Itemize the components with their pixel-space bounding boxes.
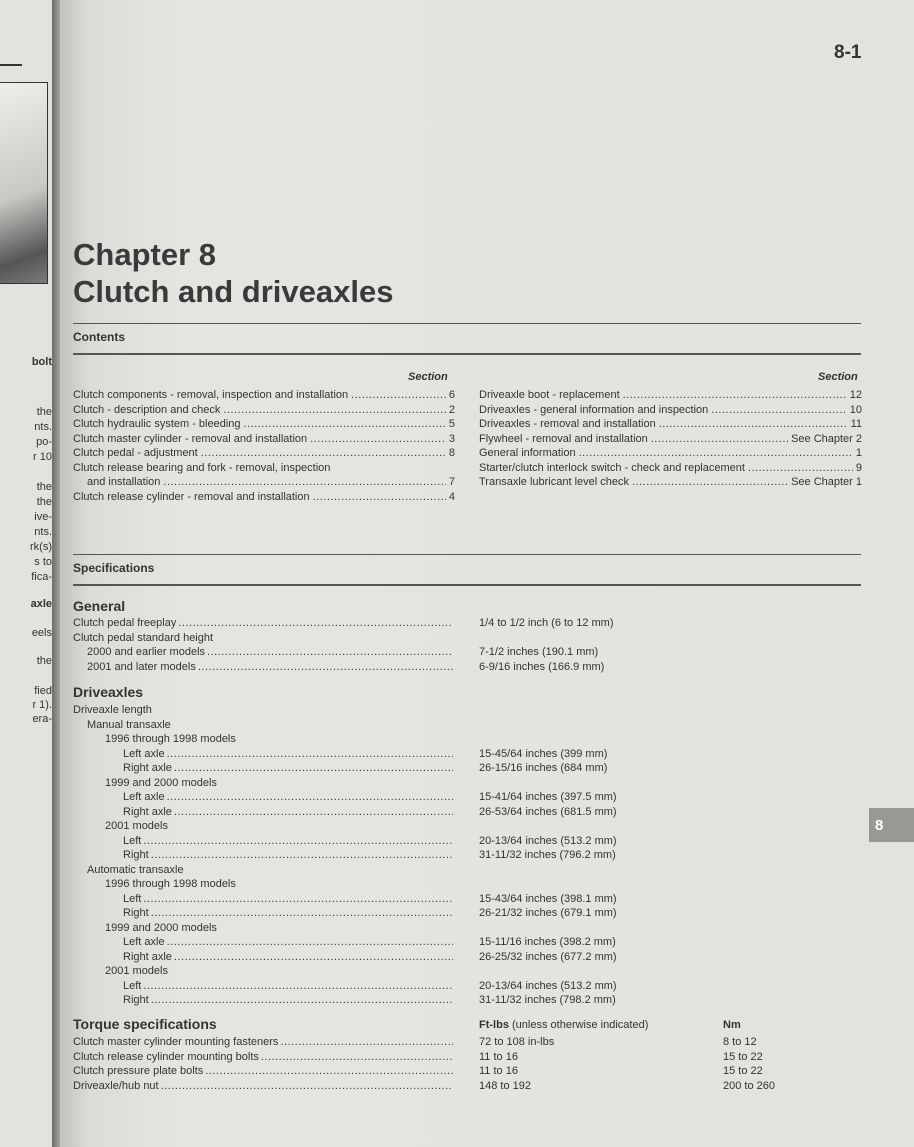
spec-row (73, 979, 453, 994)
section-column-label-right: Section (818, 371, 858, 383)
spec-row (73, 805, 453, 820)
contents-entry-section: 1 (855, 447, 862, 459)
margin-text-fragment: fied (34, 685, 52, 697)
section-column-label-left: Section (408, 371, 448, 383)
leader-dots (167, 935, 453, 950)
margin-text-fragment: the (36, 481, 52, 493)
spec-value (479, 732, 617, 747)
divider (73, 323, 861, 324)
ftlbs-label: Ft-lbs (479, 1019, 509, 1031)
leader-dots (310, 432, 446, 447)
contents-entry-title: Clutch release bearing and fork - removal, inspection (73, 461, 331, 474)
contents-entry (479, 403, 862, 418)
spec-value: 26-21/32 inches (679.1 mm) (479, 907, 617, 919)
driveaxles-heading: Driveaxles (73, 684, 144, 700)
spec-value (479, 703, 617, 718)
specifications-heading: Specifications (73, 561, 155, 575)
spec-value (479, 819, 617, 834)
spec-label: Right axle (123, 762, 172, 774)
contents-entry-section: 9 (855, 461, 862, 474)
spec-label: Clutch master cylinder mounting fasteners (73, 1036, 279, 1048)
spec-row (73, 892, 453, 907)
contents-entry-section: 6 (448, 389, 455, 401)
spec-value: 11 to 16 (479, 1065, 518, 1077)
spec-row (73, 761, 453, 776)
driveaxle-specs (73, 703, 453, 1008)
spec-label: Left (123, 979, 142, 992)
spec-row (73, 631, 453, 646)
contents-entry-section: 10 (849, 403, 862, 416)
spec-row (73, 747, 453, 762)
spec-label: Automatic transaxle (87, 863, 184, 876)
spec-value (479, 921, 617, 936)
spec-label: Left axle (123, 791, 165, 803)
leader-dots (223, 403, 446, 418)
contents-entry-title: Starter/clutch interlock switch - check and replacement (479, 461, 745, 474)
contents-entry-title: Clutch hydraulic system - bleeding (73, 418, 241, 430)
margin-text-fragment: nts. (34, 421, 52, 433)
leader-dots (632, 475, 788, 490)
leader-dots (161, 1079, 453, 1094)
spec-label: 1996 through 1998 models (105, 733, 236, 745)
spec-label: 2000 and earlier models (87, 646, 206, 658)
spec-label: Left axle (123, 936, 165, 948)
spec-row (73, 645, 453, 660)
contents-entry-title: Driveaxles - general information and inspection (479, 403, 709, 416)
contents-list-right (479, 388, 862, 490)
contents-entry-section: See Chapter 1 (791, 476, 862, 488)
leader-dots (651, 432, 788, 447)
torque-ftlbs-values (479, 1035, 554, 1093)
torque-nm-header: Nm (723, 1019, 741, 1031)
spec-row (73, 776, 453, 791)
spec-label: Clutch pedal freeplay (73, 617, 177, 629)
general-values (479, 616, 614, 674)
spec-value: 15-11/16 inches (398.2 mm) (479, 936, 616, 948)
spec-value (479, 776, 617, 791)
spec-label: Right (123, 849, 149, 861)
spec-value: 26-15/16 inches (684 mm) (479, 762, 608, 774)
divider (73, 584, 861, 586)
margin-text-fragment: the (36, 406, 52, 418)
leader-dots (579, 446, 853, 461)
leader-dots (244, 417, 446, 432)
torque-specs (73, 1035, 453, 1093)
contents-entry-title: Clutch release cylinder - removal and installation (73, 490, 310, 503)
leader-dots (748, 461, 853, 476)
margin-text-fragment: era- (32, 713, 52, 725)
chapter-name: Clutch and driveaxles (73, 274, 394, 309)
leader-dots (174, 950, 453, 965)
leader-dots (659, 417, 848, 432)
contents-entry-section: 7 (448, 476, 455, 488)
leader-dots (151, 848, 453, 863)
leader-dots (163, 475, 445, 490)
leader-dots (261, 1050, 453, 1065)
margin-rule (0, 64, 22, 66)
spec-row (73, 1050, 453, 1065)
margin-photo (0, 82, 48, 284)
spec-value: 20-13/64 inches (513.2 mm) (479, 834, 617, 847)
spec-row (73, 732, 453, 747)
contents-entry-title: Driveaxle boot - replacement (479, 389, 620, 401)
spec-value: 15-45/64 inches (399 mm) (479, 747, 608, 760)
contents-entry (479, 475, 862, 490)
spec-value: 7-1/2 inches (190.1 mm) (479, 646, 599, 658)
spec-value-nm: 200 to 260 (723, 1079, 775, 1092)
chapter-number: Chapter 8 (73, 237, 216, 272)
spec-label: Left (123, 892, 142, 905)
contents-list-left (73, 388, 455, 504)
spec-row (73, 1064, 453, 1079)
spec-value-nm: 8 to 12 (723, 1036, 757, 1048)
contents-entry (73, 490, 455, 505)
spec-value: 15-41/64 inches (397.5 mm) (479, 791, 617, 803)
margin-text-fragment: the (36, 496, 52, 508)
spec-row (73, 834, 453, 849)
contents-entry (479, 461, 862, 476)
spec-value: 148 to 192 (479, 1079, 531, 1092)
contents-entry-title: and installation (87, 476, 161, 488)
contents-entry-section: 2 (448, 403, 455, 416)
spec-value: 26-25/32 inches (677.2 mm) (479, 950, 617, 963)
spec-label: 1999 and 2000 models (105, 776, 217, 789)
spec-value: 6-9/16 inches (166.9 mm) (479, 660, 605, 673)
chapter-title (73, 236, 393, 310)
spec-label: Left axle (123, 747, 165, 760)
divider (73, 554, 861, 555)
margin-text-fragment: bolt (31, 356, 52, 368)
contents-entry (479, 446, 862, 461)
spec-row (73, 935, 453, 950)
contents-entry-title: General information (479, 447, 576, 459)
spec-row (73, 718, 453, 733)
divider (73, 353, 861, 355)
spec-row (73, 877, 453, 892)
spec-value-nm: 15 to 22 (723, 1050, 763, 1063)
spec-label: 1999 and 2000 models (105, 921, 217, 934)
spec-label: Driveaxle/hub nut (73, 1079, 159, 1092)
spec-row (73, 660, 453, 675)
leader-dots (178, 616, 453, 631)
margin-text-fragment: s to (34, 556, 52, 568)
contents-entry-section: 8 (448, 447, 455, 459)
leader-dots (151, 906, 453, 921)
margin-text-fragment: nts. (34, 526, 52, 538)
contents-entry-title: Driveaxles - removal and installation (479, 418, 656, 430)
contents-entry-section: 11 (850, 418, 862, 430)
contents-entry (479, 432, 862, 447)
spec-label: Right axle (123, 805, 172, 818)
spec-row (73, 950, 453, 965)
spec-row (73, 906, 453, 921)
spec-row (73, 964, 453, 979)
contents-entry-section: 5 (448, 418, 455, 430)
leader-dots (143, 979, 453, 994)
leader-dots (280, 1035, 453, 1050)
leader-dots (711, 403, 846, 418)
contents-entry-title: Clutch - description and check (73, 403, 221, 416)
spec-row (73, 703, 453, 718)
spec-value (479, 631, 614, 646)
page-number: 8-1 (834, 42, 862, 63)
contents-entry (479, 388, 862, 403)
spec-value: 15-43/64 inches (398.1 mm) (479, 892, 617, 905)
contents-entry-section: 3 (448, 432, 455, 445)
contents-entry (479, 417, 862, 432)
contents-entry (73, 403, 455, 418)
spec-row (73, 848, 453, 863)
leader-dots (167, 747, 453, 762)
leader-dots (174, 761, 453, 776)
spec-label: Clutch pressure plate bolts (73, 1065, 204, 1077)
spec-label: Right (123, 994, 149, 1006)
contents-entry-title: Clutch pedal - adjustment (73, 447, 198, 459)
leader-dots (313, 490, 446, 505)
leader-dots (143, 834, 453, 849)
spec-row (73, 1035, 453, 1050)
torque-nm-values (723, 1035, 775, 1093)
spec-value: 31-11/32 inches (796.2 mm) (479, 849, 616, 861)
torque-heading: Torque specifications (73, 1016, 217, 1032)
spec-label: Left (123, 834, 142, 847)
spec-value-nm: 15 to 22 (723, 1065, 763, 1077)
contents-entry (73, 461, 455, 476)
contents-entry (73, 417, 455, 432)
spec-label: 1996 through 1998 models (105, 878, 236, 890)
contents-entry-title: Flywheel - removal and installation (479, 432, 648, 445)
general-heading: General (73, 598, 126, 614)
contents-entry (73, 432, 455, 447)
leader-dots (207, 645, 453, 660)
spec-label: Right (123, 907, 149, 919)
margin-text-fragment: axle (30, 598, 52, 610)
contents-entry-title: Transaxle lubricant level check (479, 476, 629, 488)
margin-text-fragment: ive- (34, 511, 52, 523)
spec-row (73, 921, 453, 936)
spec-value (479, 718, 617, 733)
previous-page-edge (0, 0, 52, 1147)
contents-entry (73, 446, 455, 461)
contents-entry-title: Clutch master cylinder - removal and installation (73, 432, 308, 445)
contents-entry (73, 388, 455, 403)
spec-label: 2001 models (105, 820, 168, 832)
spec-value: 20-13/64 inches (513.2 mm) (479, 979, 617, 992)
leader-dots (198, 660, 453, 675)
spec-row (73, 1079, 453, 1094)
spec-row (73, 863, 453, 878)
leader-dots (151, 993, 453, 1008)
margin-text-fragment: po- (36, 436, 52, 448)
driveaxle-values (479, 703, 617, 1008)
spec-value (479, 877, 617, 892)
spec-label: 2001 and later models (87, 660, 196, 673)
spec-label: Right axle (123, 950, 172, 963)
spec-value: 26-53/64 inches (681.5 mm) (479, 805, 617, 818)
margin-text-fragment: fica- (31, 571, 52, 583)
spec-value: 72 to 108 in-lbs (479, 1036, 555, 1048)
contents-heading: Contents (73, 330, 125, 344)
margin-text-fragment: r 1). (32, 699, 52, 711)
margin-text-fragment: r 10 (33, 451, 52, 463)
contents-entry-section: 4 (448, 490, 455, 503)
spec-value (479, 964, 617, 979)
spec-row (73, 616, 453, 631)
contents-entry-section: 12 (849, 389, 862, 401)
ftlbs-note: (unless otherwise indicated) (512, 1019, 649, 1031)
leader-dots (167, 790, 453, 805)
leader-dots (351, 388, 446, 403)
general-specs (73, 616, 453, 674)
spec-row (73, 819, 453, 834)
margin-text-fragment: eels (31, 627, 52, 639)
spec-value: 11 to 16 (479, 1050, 518, 1063)
spec-label: Clutch pedal standard height (73, 631, 214, 644)
spec-label: Clutch release cylinder mounting bolts (73, 1050, 259, 1063)
leader-dots (623, 388, 847, 403)
spec-label: Manual transaxle (87, 718, 171, 731)
contents-entry (73, 475, 455, 490)
spec-label: Driveaxle length (73, 704, 152, 716)
contents-entry-title: Clutch components - removal, inspection and installation (73, 389, 349, 401)
spec-value: 31-11/32 inches (798.2 mm) (479, 994, 616, 1006)
leader-dots (174, 805, 453, 820)
leader-dots (143, 892, 453, 907)
contents-entry-section: See Chapter 2 (791, 432, 862, 445)
spec-row (73, 993, 453, 1008)
spec-value: 1/4 to 1/2 inch (6 to 12 mm) (479, 617, 614, 629)
spec-label: 2001 models (105, 965, 168, 977)
spec-row (73, 790, 453, 805)
leader-dots (201, 446, 446, 461)
margin-text-fragment: the (36, 655, 52, 667)
margin-text-fragment: rk(s) (30, 541, 52, 553)
torque-ftlbs-header (479, 1019, 648, 1031)
spec-value (479, 863, 617, 878)
leader-dots (205, 1064, 453, 1079)
chapter-tab[interactable]: 8 (869, 808, 914, 842)
